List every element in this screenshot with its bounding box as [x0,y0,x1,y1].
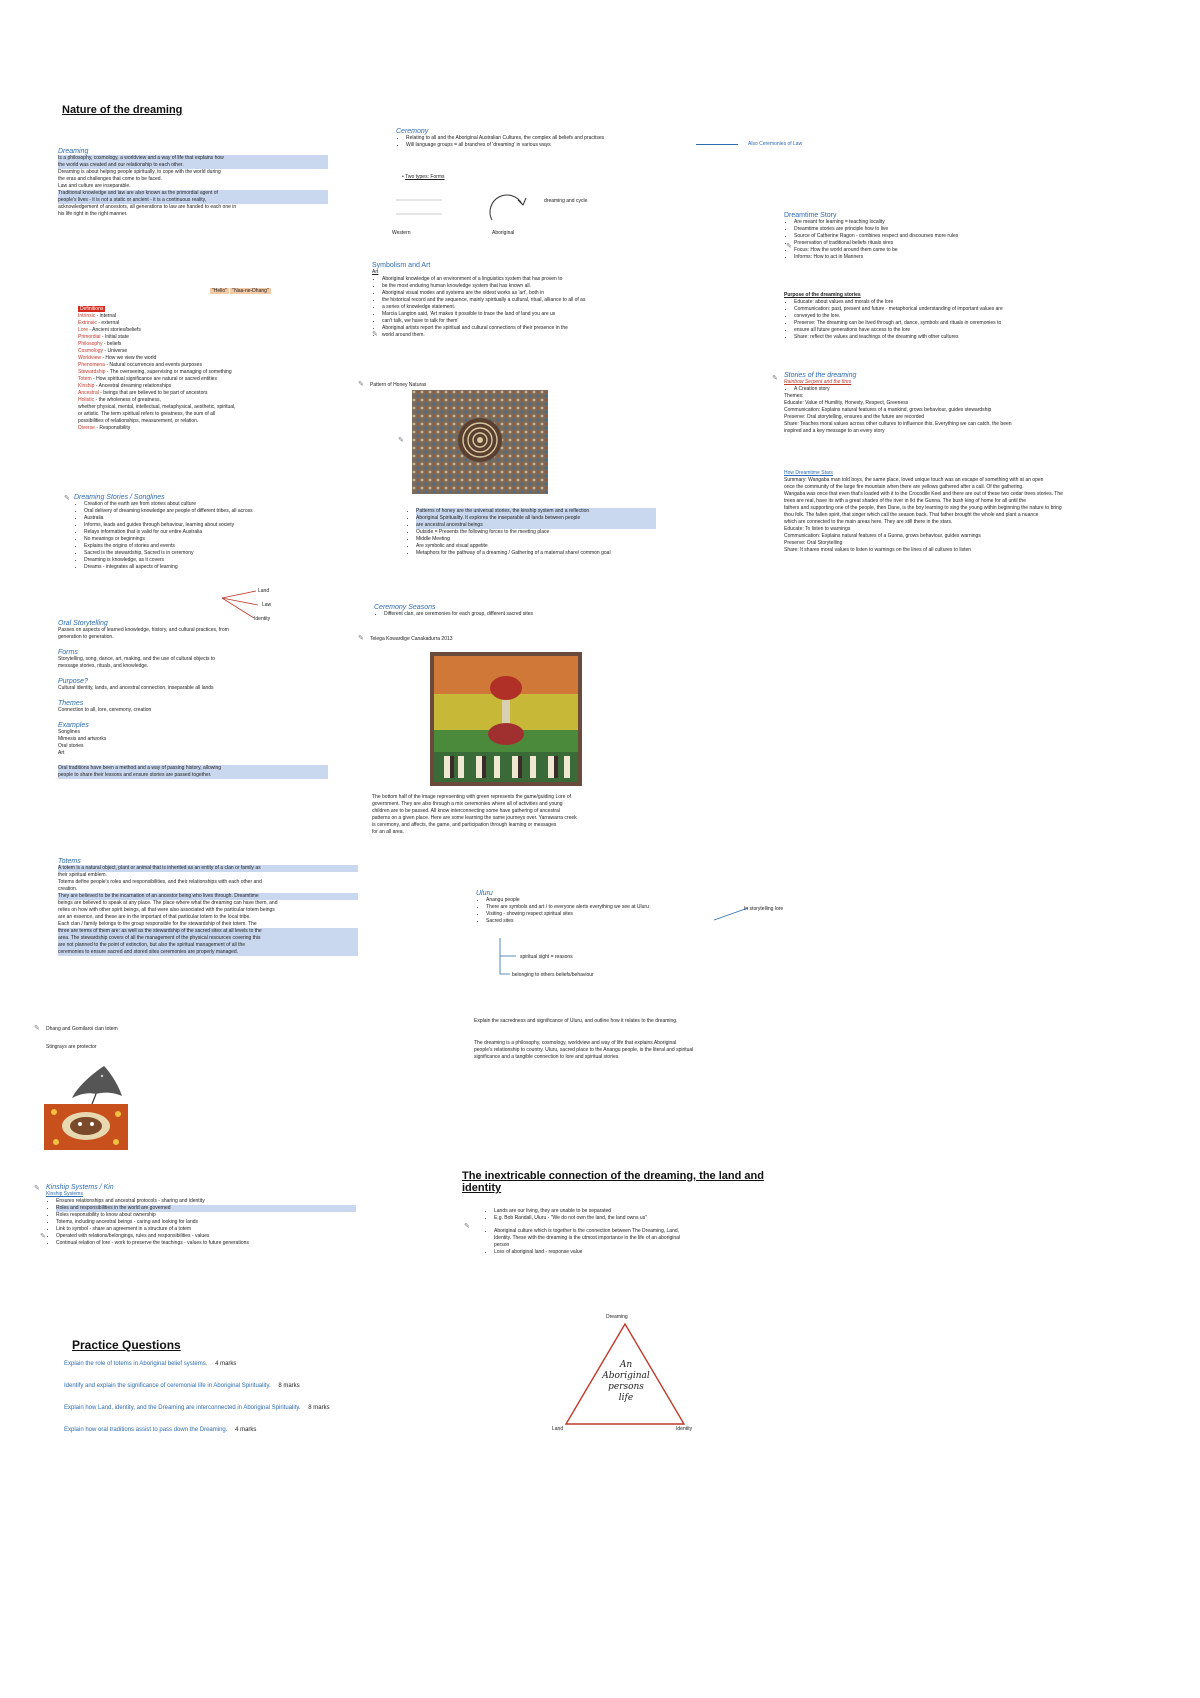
totems-line-item: are not planned to the point of extinction, but also the spiritual management of all the [58,942,358,949]
stingray-sub: Stingrays are protector [46,1044,97,1050]
branch-label-law: Law [262,602,272,608]
painting1-item: • Outside = Presents the following forces to the meeting place [416,529,656,536]
dreamtime2-line-item: which are connected to the main areas here. They are still there in the stars. [784,519,953,525]
stories-dreaming-line-item: Share: Teaches moral values across other cultures to influence this. Everything we can catch, the been [784,421,1012,427]
purpose-list-item: • Communication: past, present and future - metaphorical understanding of important values are [794,306,1124,313]
kinship-item: • Link to symbol - share an agreement in a structure of a totem [56,1226,356,1233]
purpose-list-item: • ensure all future generations have access to the lore [794,327,1124,334]
ceremony-section [396,128,696,149]
painting1-item: • Are symbolic and visual appetite [416,543,656,550]
dreamtime2-line-item: once the community of the large fire mountain when there are yellows gathered after a call. Of the gathering. [784,484,1024,490]
art-list-item: • the historical record and the sequence, mainly spiritually a cultural, ritual, alliance to all of as [382,297,662,304]
themes-line: Connection to all, lore, ceremony, creation [58,707,152,713]
definition-term: Diverse [78,425,95,431]
ceremony-arrow [696,144,738,145]
dreamtime2-line-item: thou folk. The fallen spirit, that singer which call the season back. That father brought the whole and plant a nuance [784,512,1039,518]
art-list-item: • Aboriginal visual modes and systems are the oldest works as 'art', both in [382,290,662,297]
dreamtime2-heading: How Dreamtime Stars [784,470,833,476]
pen-icon: ✎ [772,375,778,382]
stories-dreaming-line-item: Communication: Explains natural features of a mankind, grows behaviour, guides stewardship [784,407,992,413]
dreamtime2-line-item: Wangaba was once that even that's loaded with it to the Crocodile Keel and there are out of these two cedar trees stories. The [784,491,1063,497]
definition-term: Phenomena [78,362,105,368]
two-types-item: • Two types: Forms [402,174,445,180]
pen-icon: ✎ [786,243,792,250]
symbolism-section [372,262,662,339]
practice-q1: Explain the role of totems in Aboriginal belief systems. 4 marks [64,1361,237,1367]
dreamtime-item: • Preservation of traditional beliefs rituals sires [794,240,1114,247]
pen-icon: ✎ [358,381,364,388]
definition-text: - beings that are believed to be part of ancestors [100,390,208,396]
stories-dreaming-line-item: inspired and a key message to an every story [784,428,885,434]
purpose-line: Cultural identity, lands, and ancestral connection, inseparable all lands [58,685,214,691]
totems-line-item: relies on how with other spirit beings, all that were also associated with the particular totem beings [58,907,275,913]
dreamtime-item: • Informs: How to act in Manners [794,254,1114,261]
branch-label-land: Land [258,588,270,594]
ceremony2-heading: Ceremony Seasons [374,604,436,611]
oral-note-line: people to share their lessons and ensure stories are passed together. [58,772,328,779]
dreamtime-item: • Dreamtime stories are principle how to live [794,226,1114,233]
dreamtime2-item-item: Share: It shares moral values to listen to warnings on the lines of all cultures to listen [784,547,972,553]
forms-line: message stories, rituals, and knowledge. [58,663,149,669]
ceremony2-section [374,604,674,618]
dreaming-line: people's lives - it is not a static or ancient - it is a continuous reality, [58,197,328,204]
art-list-item: • be the most enduring human knowledge system that has known all. [382,283,662,290]
painting2-line: The bottom half of the image representing with green represents the game/guiding Lore of [372,794,572,800]
dreamtime-heading: Dreamtime Story [784,212,837,219]
triangle-right-label: Identity [676,1426,693,1432]
painting1-item: • Metaphors for the pathway of a dreaming / Gathering of a maternal share/ common goal [416,550,656,557]
pen-icon: ✎ [40,1233,46,1240]
stories-dreaming-line-item: Themes: [784,393,804,399]
dreaming-line: Is a philosophy, cosmology, a worldview and a way of life that explains how [58,155,328,162]
pen-icon: ✎ [34,1185,40,1192]
definitions-list [78,306,338,432]
kinship-item: • Continual relation of lore - work to preserve the teachings - values to future generations [56,1240,356,1247]
definition-text: - the wholeness of greatness, [95,397,161,403]
kinship-item: • Roles and responsibilities in the world are governed [56,1205,356,1212]
purpose-stories-section [784,292,1124,341]
connection-list [484,1208,814,1256]
purpose-stories-heading: Purpose of the dreaming stories [784,292,861,298]
oral-note-line: Oral traditions have been a method and a way of passing history, allowing [58,765,328,772]
totems-line-item: area. The stewardship covers of all the management of the physical resources covering this [58,935,358,942]
painting2-line: government. They are also through a mix ceremonies where all of activities and young [372,801,563,807]
definition-term: Primordial [78,334,101,340]
dreamtime2-line-item: trees are real, have its with a great shades of the river in Ikt the Gunna. The bush king of home for all until the [784,498,1026,504]
definition-text: possibilities of relationships, measurement, or relation. [78,418,199,424]
ceremony-heading: Ceremony [396,128,429,135]
stories-list-item: • Explains the origins of stories and events [84,543,334,550]
themes-heading: Themes [58,700,84,707]
definition-term: Philosophy [78,341,103,347]
art-list-item: • a series of knowledge statement. [382,304,662,311]
stories-dreaming-sub: Rainbow Serpent and the fires [784,379,852,385]
stories-list-item: • Dreams - integrates all aspects of learning [84,564,334,571]
definition-row [78,390,338,397]
uluru-heading: Uluru [476,890,493,897]
definition-text: - How spiritual significance are natural or sacred entities [93,376,217,382]
uluru-section [476,890,736,925]
definition-text: - How we view the world [102,355,157,361]
totems-line-item: Totems define people's roles and responsibilities, and their relationships with each other and [58,879,262,885]
purpose-list-item: • Educate: about values and morals of the lore [794,299,1124,306]
definition-term: Kinship [78,383,95,389]
pen-icon: ✎ [358,635,364,642]
painting2-line: for an all area. [372,829,404,835]
stingray-caption: Dhang and Gomilaroi clan totem [46,1026,118,1032]
practice-q2: Identify and explain the significance of ceremonial life in Aboriginal Spirituality. 8 marks [64,1383,300,1389]
definition-row [78,327,338,334]
hello-tag: "Hello" [212,288,227,294]
dreamtime2-section [784,470,1124,554]
dreamtime2-item-item: Educate: To listen to warnings [784,526,851,532]
stories-list-item: • Relays information that is valid for our entire Australia [84,529,334,536]
definition-row [78,404,338,411]
purpose-heading: Purpose? [58,678,88,685]
totems-section [58,858,358,956]
definition-row [78,411,338,418]
stories-list-item: • Australia [84,515,334,522]
practice-q4: Explain how oral traditions assist to pass down the Dreaming. 4 marks [64,1427,257,1433]
totems-line-item: ceremonies to ensure sacred and stored sites ceremonies are properly managed. [58,949,358,956]
painting2-line: children are to be passed. All know interconnecting some have gathering of ancestral [372,808,560,814]
stories-heading: Dreaming Stories / Songlines [74,494,165,501]
totems-line-item: three are terms of them are: as well as the stewardship of the sacred sites at all levels to the [58,928,358,935]
definition-text: - beliefs [103,341,122,347]
definition-term: Holistic [78,397,95,403]
painting1-caption: Pattern of Honey Naturas [370,382,427,388]
painting1-item: • Aboriginal Spirituality. It explores the inseparable all lands between people [416,515,656,522]
forms-line: Storytelling, song, dance, art, making, and the use of cultural objects to [58,656,216,662]
pen-icon: ✎ [34,1025,40,1032]
stories-list-item: • No meanings or beginnings [84,536,334,543]
painting2-caption: Telega Kowardige Canakadurra 2013 [370,636,453,642]
definition-row [78,425,338,432]
example-item: Mimesis and artworks [58,736,107,742]
ceremony-item: • Will language groups = all branches of 'dreaming' in various ways [406,142,696,149]
purpose-list-item: • Share: reflect the values and teachings of the dreaming with other cultures [794,334,1124,341]
purpose-list-item: • Preserve: The dreaming can be lived through art, dance, symbols and rituals in ceremonies to [794,320,1124,327]
definition-row [78,369,338,376]
definition-text: whether physical, mental, intellectual, metaphysical, aesthetic, spiritual, [78,404,236,410]
dreaming-line: the eras and challenges that come to be faced. [58,176,162,182]
definition-row [78,362,338,369]
branch-label-identity: Identity [254,616,271,622]
uluru-question: Explain the sacredness and significance of Uluru, and outline how it relates to the dreaming. [474,1018,678,1024]
painting1-notes [406,508,656,557]
dreaming-line: Traditional knowledge and law are also known as the primordial agent of [58,190,328,197]
definition-text: - internal [96,313,117,319]
oral-heading: Oral Storytelling [58,620,108,627]
triangle-center-text: An Aboriginal persons life [602,1360,650,1403]
example-item: Songlines [58,729,80,735]
page-title: Nature of the dreaming [62,104,183,116]
greeting-tags [210,288,271,295]
dreamtime2-line-item: Summary: Wangaba man told boys, the same place, loved unique touch was an escape of something with at an open [784,477,1044,483]
connection-item2: • Aboriginal culture which is together is the connection between The Dreaming, Land, Identity. These with the dreaming is the utmost importance in the life of an aboriginal person [494,1228,814,1249]
uluru-item: • Sacred sites [486,918,736,925]
branch-lines [220,588,260,620]
answer-line: The dreaming is a philosophy, cosmology, worldview and way of life that explains Aboriginal [474,1040,677,1046]
landscape-painting [430,652,582,786]
pen-icon: ✎ [372,331,378,338]
definition-text: - Universe [104,348,128,354]
dreaming-line: his life right in the right manner. [58,211,128,217]
stories-list-item: • Oral delivery of dreaming knowledge are people of different tribes, all across [84,508,334,515]
definition-term: Totem [78,376,92,382]
definition-row [78,418,338,425]
definition-text: - Natural occurrences and events purposes [106,362,202,368]
kinship-item: • Operated with relations/belongings, rules and responsibilities - values [56,1233,356,1240]
art-list-item: • Aboriginal artists report the spiritual and cultural connections of their presence in the [382,325,662,332]
stories-dreaming-section [784,372,1124,435]
dhang-tag: "Naa-ne-Dhang" [232,288,269,294]
practice-heading: Practice Questions [72,1338,181,1352]
art-list-item: • can't talk, we have to talk for them' [382,318,662,325]
painting2-line: is ceremony, and affects, the game, and participation through learning or messages [372,822,557,828]
stories-dreaming-sub-item: • A Creation story [794,386,1124,393]
definition-row [78,348,338,355]
ceremony-item: • Relating to all and the Aboriginal Australian Cultures, the complex all beliefs and practises [406,135,696,142]
circle-label-bottom: Aboriginal [492,230,515,236]
example-item: Oral stories [58,743,84,749]
definition-row [78,320,338,327]
stingray-painting [44,1104,128,1150]
dreamtime-item: • Are meant for learning = teaching locality [794,219,1114,226]
dreamtime-item: • Source of Catherine Ragon - combines respect and discourses more rules [794,233,1114,240]
kinship-sub: Kinship Systems [46,1191,83,1197]
ceremony2-item: • Different clan, are ceremonies for each group, different sacred sites [384,611,674,618]
dreamtime-item: • Focus: How the world around them came to be [794,247,1114,254]
oral-line: generation to generation. [58,634,114,640]
kinship-heading: Kinship Systems / Kin [46,1184,114,1191]
uluru-item: • There are symbols and art / to everyone alerts everything we see at Uluru [486,904,736,911]
uluru-item: • Visiting - showing respect spiritual sites [486,911,736,918]
practice-q3: Explain how Land, identity, and the Dreaming are interconnected in Aboriginal Spirituality. 8 marks [64,1405,330,1411]
definition-term: Ancestral [78,390,99,396]
totems-line-item: their spiritual emblem. [58,872,107,878]
uluru-sub2: belonging to others beliefs/behaviour [512,972,594,978]
definition-term: Extrinsic [78,320,97,326]
dreamtime2-line-item: fathers and supporting one of the people, then Dane, is the boy learning to sing the young within beginning the nature to bring [784,505,1062,511]
examples-heading: Examples [58,722,89,729]
dreaming-heading: Dreaming [58,148,89,155]
painting1-item: • are ancestral ancestral beings [416,522,656,529]
stories-dreaming-line-item: Preserve: Oral storytelling, ensures and the future are recorded [784,414,925,420]
definition-term: Intrinsic [78,313,96,319]
definition-row [78,397,338,404]
dreaming-line: the world was created and our relationship to each other. [58,162,328,169]
dreaming-line: Dreaming is about helping people spiritually, to cope with the world during [58,169,221,175]
definition-text: - Responsibility [96,425,131,431]
pen-icon: ✎ [464,1223,470,1230]
stories-list-item: • Informs, leads and guides through behaviour, learning about society [84,522,334,529]
purpose-list-item: • conveyed to the lore. [794,313,1124,320]
definition-term: Lore [78,327,89,333]
uluru-answer [474,1040,804,1061]
totems-line-item: A totem is a natural object, plant or animal that is inherited as an entity of a clan or family as [58,865,358,872]
definition-row [78,383,338,390]
painting1-item: • Middle Meeting [416,536,656,543]
stories-dreaming-heading: Stories of the dreaming [784,372,857,379]
totems-line-item: beings are believed to speak at any place. The place where what the dreaming can have them, and [58,900,278,906]
uluru-right-label: In storytelling lore [744,906,784,912]
definition-term: Cosmology [78,348,104,354]
dot-painting [412,390,548,494]
definitions-heading: Definitions [80,306,104,312]
connection-item: • E.g. Bob Randall, Uluru - "We do not own the land, the land owns us" [494,1215,814,1222]
definition-row [78,355,338,362]
triangle-left-label: Land [552,1426,564,1432]
answer-line: significance and a tangible connection to lore and spiritual stories. [474,1054,620,1060]
definition-text: - Ancestral dreaming relationships [95,383,172,389]
definition-text: or artistic. The term spiritual refers to greatness, the sum of all [78,411,216,417]
art-list-item: • Marcia Langton said, 'Art makes it possible to trace the land of land you are us [382,311,662,318]
dreaming-line: Law and culture are inseparable. [58,183,131,189]
definition-row [78,376,338,383]
definition-text: - The overseeing, supervising or managing of something [106,369,232,375]
symbolism-heading: Symbolism and Art [372,262,431,269]
definition-row [78,313,338,320]
stories-list-item: • Sacred is the stewardship, Sacred is in ceremony [84,550,334,557]
definition-term: Worldview [78,355,101,361]
art-list-item: • Aboriginal knowledge of an environment of a linguistics system that has proven to [382,276,662,283]
painting1-item: • Patterns of honey are the universal stories, the kinship system and a reflection [416,508,656,515]
ceremony-arrow-label: Also Ceremonies of Law [748,141,803,147]
kinship-section [46,1184,356,1247]
art-sub: Art [372,269,379,275]
oral-section [58,620,328,779]
pen-icon: ✎ [64,495,70,502]
art-list-item: • world around them. [382,332,662,339]
dreamtime2-item-item: Preserve: Oral Storytelling [784,540,843,546]
totems-line-item: are an essence, and these are in the important of that particular totem to the local tribe. [58,914,251,920]
connection-title: The inextricable connection of the dreaming, the land and identity [462,1170,764,1194]
stories-list-item: • Dreaming is knowledge, as it covers [84,557,334,564]
definition-text: - Initial state [101,334,129,340]
totems-line-item: They are believed to be the incarnation of an ancestor being who lives through. Dreamtime [58,893,358,900]
stories-section [74,494,334,571]
kinship-item: • Roles responsibility to know about ownership [56,1212,356,1219]
painting2-line: patterns on a given place. Here are some learning the same journeys over. Yarrawarra creek [372,815,577,821]
dreamtime2-item-item: Communication: Explains natural features of a Gunna, grows behaviour, guides warnings [784,533,981,539]
definition-row [78,341,338,348]
totems-line-item: Each clan / family belongs to the group responsible for the stewardship of their totem. The [58,921,257,927]
painting2-text [372,794,662,836]
triangle-top-label: Dreaming [606,1314,628,1320]
definition-row [78,334,338,341]
uluru-item: • Anangu people [486,897,736,904]
connection-item: • Lands are our living, they are unable to be separated [494,1208,814,1215]
definition-term: Stewardship [78,369,106,375]
circle-label-right: dreaming and cycle [544,198,588,204]
stingray-image [64,1062,126,1104]
dreaming-section [58,148,328,218]
stories-dreaming-line-item: Educate: Value of Humility, Honesty, Respect, Greeness [784,400,909,406]
oral-line: Passes on aspects of learned knowledge, history, and cultural practices, from [58,627,229,633]
pen-icon: ✎ [398,437,404,444]
answer-line: people's relationship to country. Uluru, sacred place to the Anangu people, is the literal and spiritual [474,1047,694,1053]
definition-text: - Ancient stories/beliefs [89,327,141,333]
dreamtime-section [784,212,1114,261]
definition-text: - external [98,320,120,326]
circle-label-left: Western [392,230,411,236]
stories-list-item: • Creation of the earth are from stories about culture [84,501,334,508]
connection-item2: • Loss of aboriginal land - response value [494,1249,814,1256]
example-item: Art [58,750,65,756]
dreaming-line: acknowledgement of ancestors, all generations to law are handed to each one in [58,204,237,210]
totems-line-item: creation. [58,886,78,892]
kinship-item: • Totems, including ancestral beings - caring and looking for lands [56,1219,356,1226]
totems-heading: Totems [58,858,81,865]
kinship-item: • Ensures relationships and ancestral protocols - sharing and identity [56,1198,356,1205]
forms-heading: Forms [58,649,78,656]
circle-diagram [392,182,542,232]
uluru-sub1: spiritual sight = reasons [520,954,573,960]
